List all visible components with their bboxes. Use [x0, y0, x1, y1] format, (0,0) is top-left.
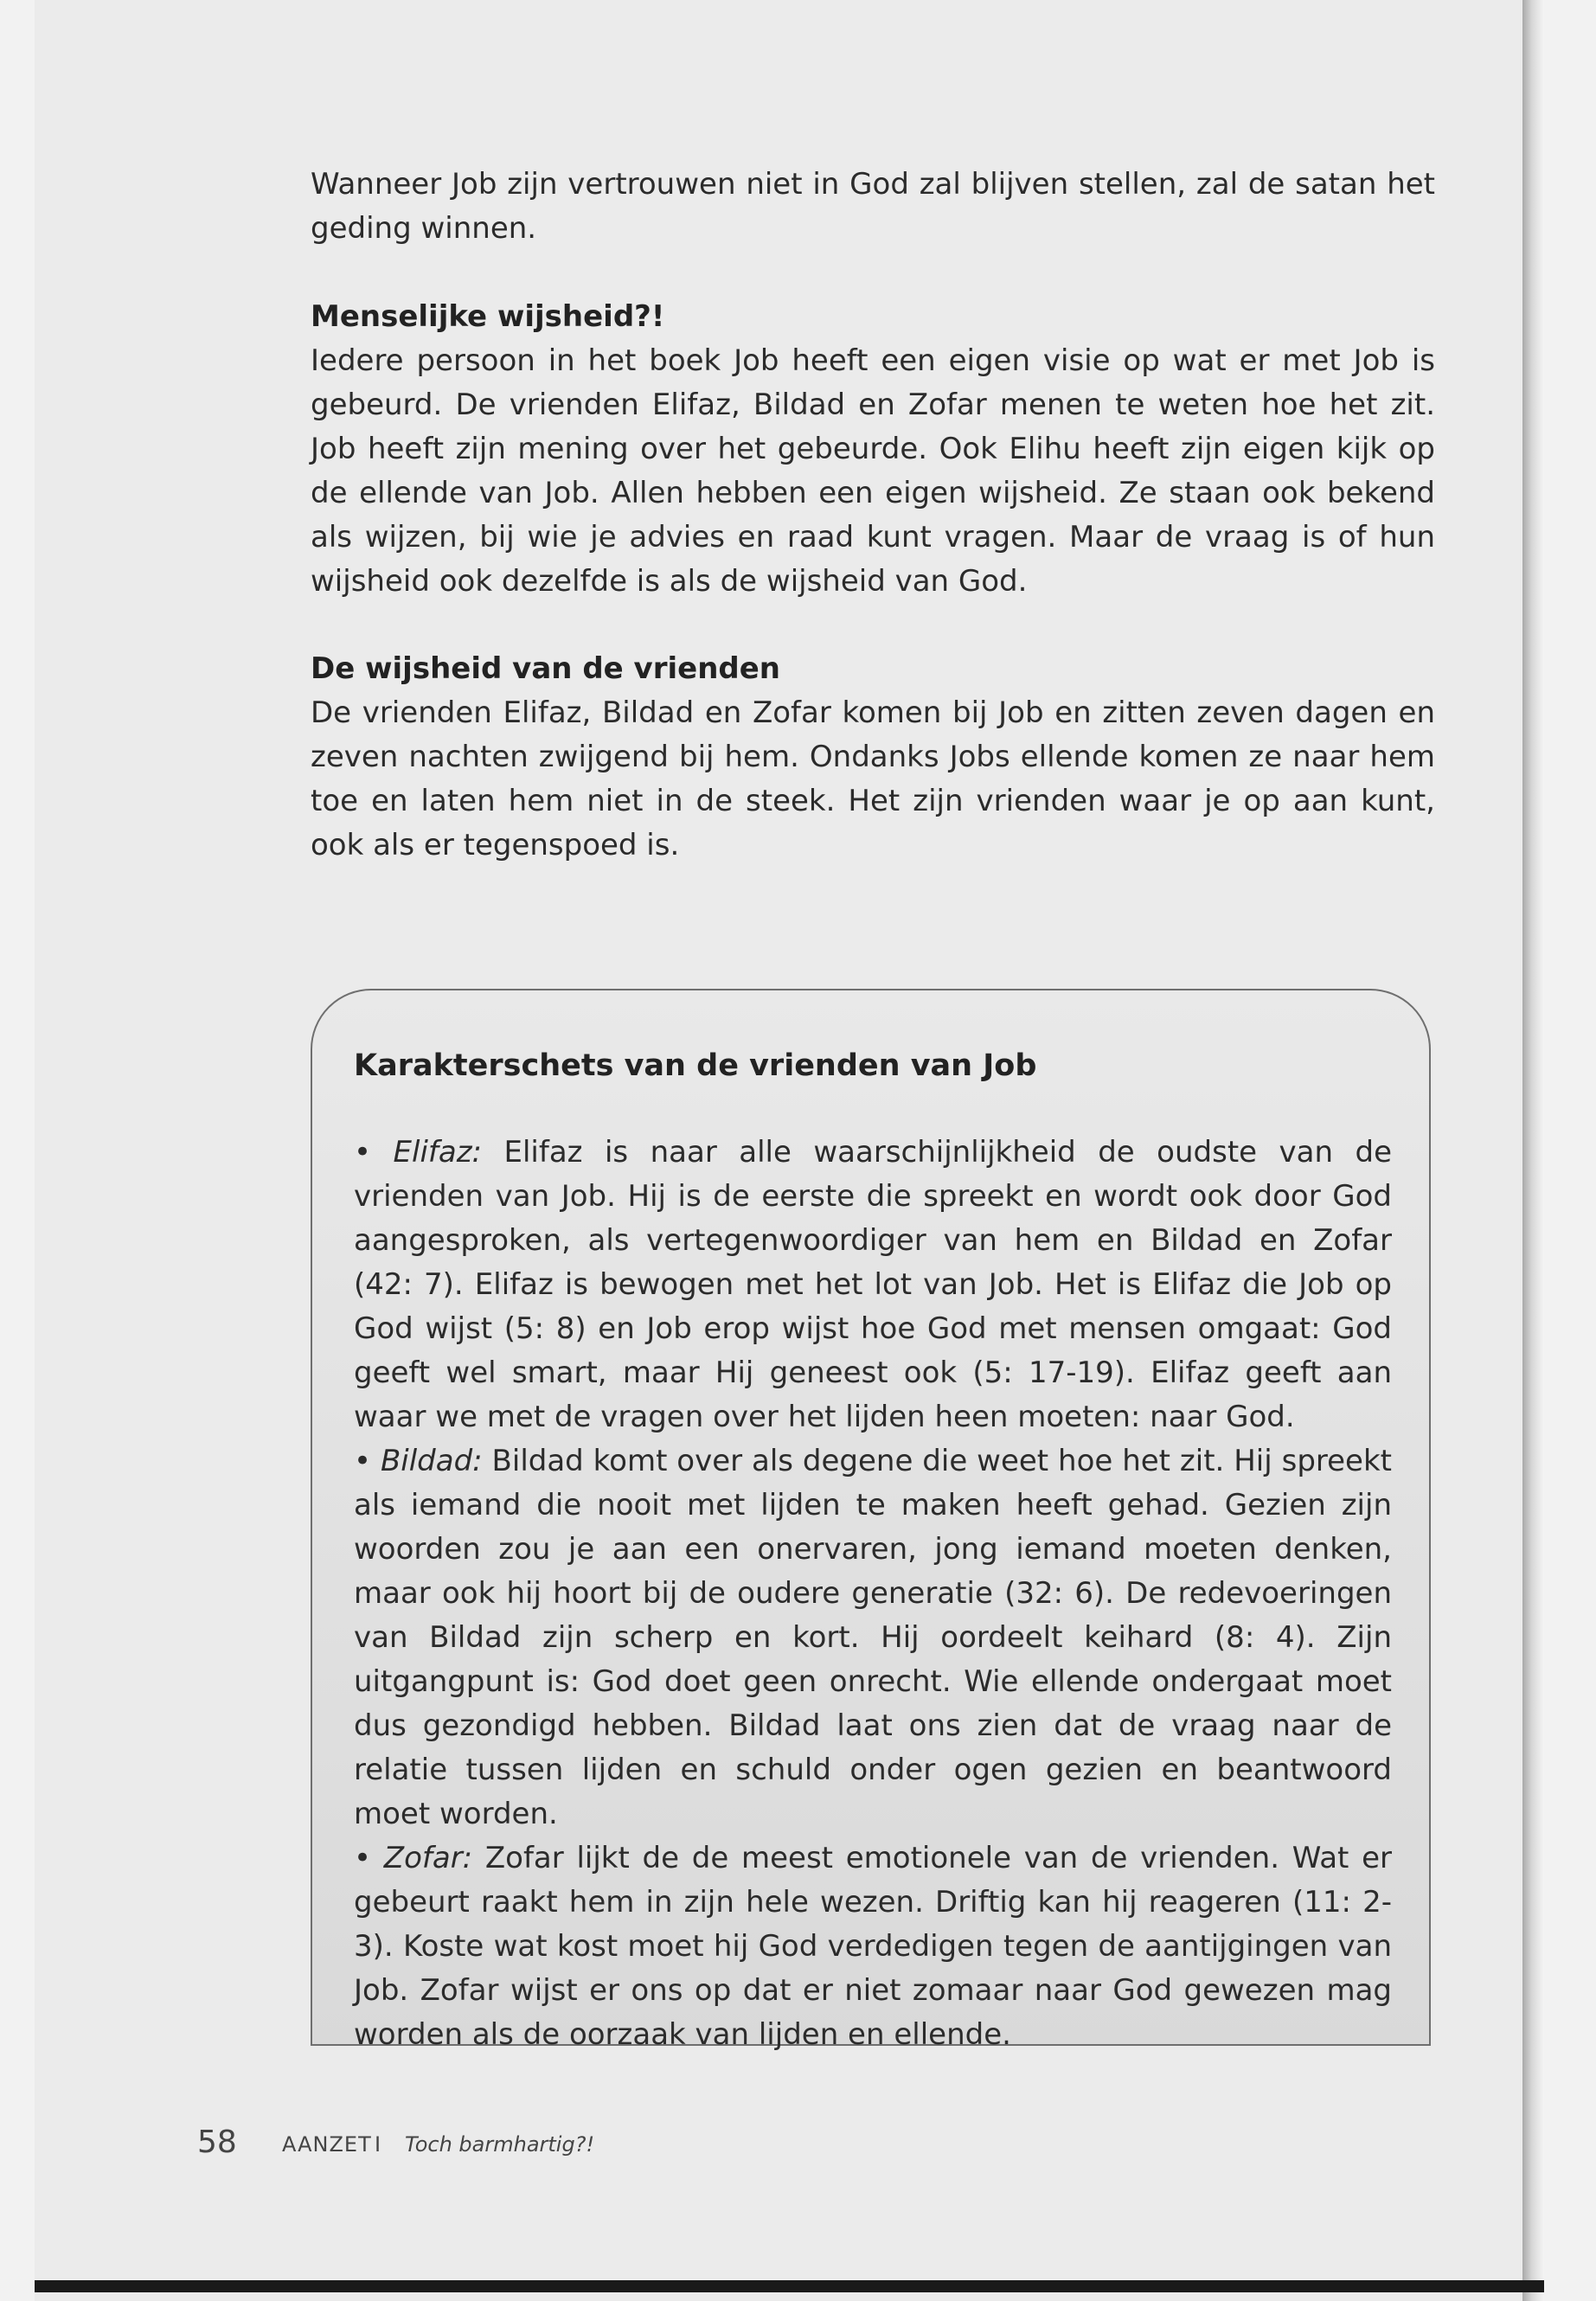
bullet: • — [354, 1135, 372, 1170]
item-name: Elifaz: — [393, 1135, 483, 1170]
section-paragraph: De vrienden Elifaz, Bildad en Zofar komen bij Job en zitten zeven dagen en zeven nachten zwijgend bij hem. Ondanks Jobs ellende komen ze naar hem toe en laten hem niet in de steek. Het zijn vrienden waar je op aan kunt, ook als er tegenspoed is. — [311, 695, 1435, 862]
list-item-elifaz — [354, 1131, 1392, 1439]
item-text: Zofar lijkt de de meest emotionele van de vrienden. Wat er gebeurt raakt hem in zijn hele wezen. Driftig kan hij reageren (11: 2-3). Koste wat kost moet hij God verdedigen tegen de aantijgingen van Job. Zofar wijst er ons op dat er niet zomaar naar God gewezen mag worden als de oorzaak van lijden en ellende. — [354, 1841, 1392, 2052]
section-heading: De wijsheid van de vrienden — [311, 651, 781, 686]
footer-separator: I — [375, 2132, 381, 2157]
bullet: • — [354, 1444, 372, 1478]
intro-paragraph: Wanneer Job zijn vertrouwen niet in God zal blijven stellen, zal de satan het geding winnen. — [311, 167, 1435, 246]
section-wijsheid-vrienden — [311, 647, 1435, 868]
page-number: 58 — [197, 2125, 237, 2160]
page-edge-right — [1522, 0, 1544, 2301]
item-name: Zofar: — [383, 1841, 473, 1875]
box-content — [354, 1044, 1392, 2057]
item-text: Bildad komt over als degene die weet hoe het zit. Hij spreekt als iemand die nooit met lijden te maken heeft gehad. Gezien zijn woorden zou je aan een onervaren, jong iemand moeten denken, maar ook hij hoort bij de oudere generatie (32: 6). De redevoeringen van Bildad zijn scherp en kort. Hij oordeelt keihard (8: 4). Zijn uitgangpunt is: God doet geen onrecht. Wie ellende ondergaat moet dus gezondigd hebben. Bildad laat ons zien dat de vraag naar de relatie tussen lijden en schuld onder ogen gezien en beantwoord moet worden. — [354, 1444, 1392, 1831]
section-menselijke-wijsheid — [311, 295, 1435, 604]
list-item-zofar — [354, 1836, 1392, 2057]
character-sketch-box — [311, 989, 1431, 2052]
box-title: Karakterschets van de vrienden van Job — [354, 1048, 1037, 1083]
list-item-bildad — [354, 1439, 1392, 1836]
page-edge-bottom — [35, 2280, 1544, 2292]
intro-block — [311, 163, 1435, 251]
book-subtitle: Toch barmhartig?! — [405, 2132, 595, 2157]
section-heading: Menselijke wijsheid?! — [311, 299, 665, 334]
bullet: • — [354, 1841, 372, 1875]
item-name: Bildad: — [380, 1444, 483, 1478]
item-text: Elifaz is naar alle waarschijnlijkheid de oudste van de vrienden van Job. Hij is de eerste die spreekt en wordt ook door God aangesproken, als vertegenwoordiger van hem en Bildad en Zofar (42: 7). Elifaz is bewogen met het lot van Job. Het is Elifaz die Job op God wijst (5: 8) en Job erop wijst hoe God met mensen omgaat: God geeft wel smart, maar Hij geneest ook (5: 17-19). Elifaz geeft aan waar we met de vragen over het lijden heen moeten: naar God. — [354, 1135, 1392, 1434]
section-paragraph: Iedere persoon in het boek Job heeft een eigen visie op wat er met Job is gebeurd. De vrienden Elifaz, Bildad en Zofar menen te weten hoe het zit. Job heeft zijn mening over het gebeurde. Ook Elihu heeft zijn eigen kijk op de ellende van Job. Allen hebben een eigen wijsheid. Ze staan ook bekend als wijzen, bij wie je advies en raad kunt vragen. Maar de vraag is of hun wijsheid ook dezelfde is als de wijsheid van God. — [311, 343, 1435, 599]
series-title: AANZET — [282, 2132, 372, 2157]
